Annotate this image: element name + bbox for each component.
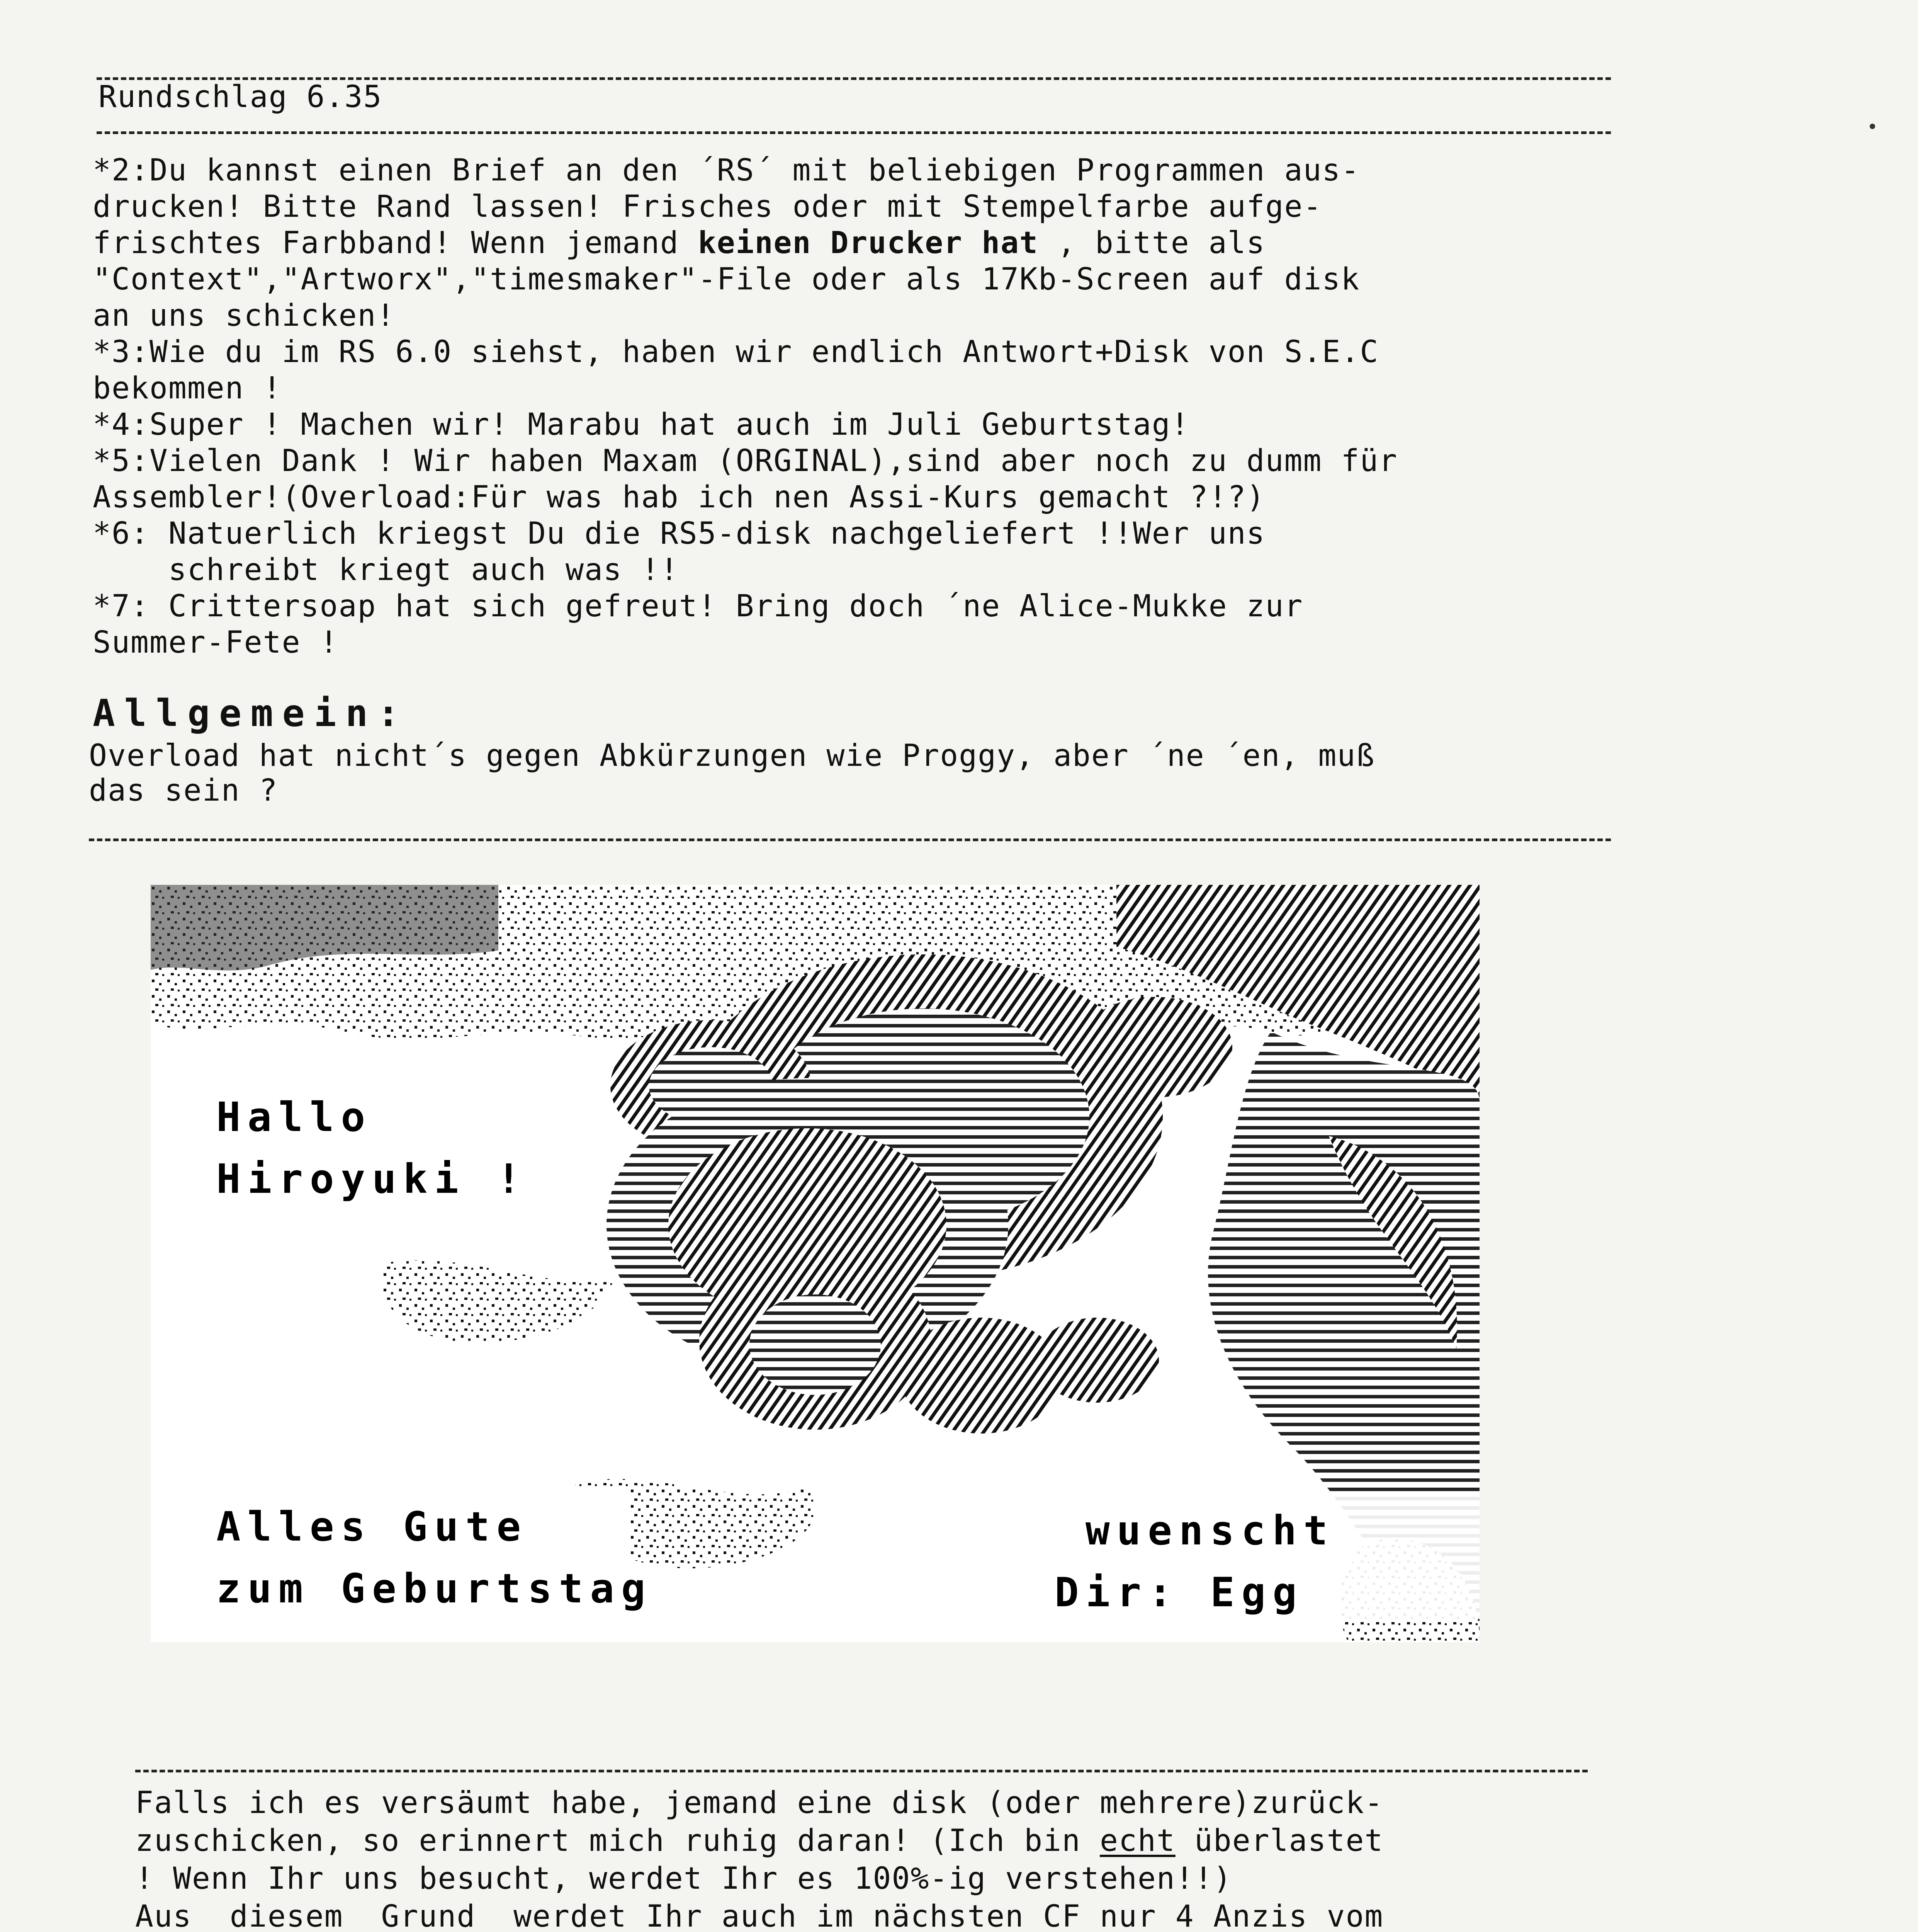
answers-line — [93, 334, 1379, 370]
card-greeting-line-1: Hallo — [216, 1094, 372, 1141]
line-text: Assembler!(Overload:Für was hab ich nen Assi-Kurs gemacht ?!?) — [93, 480, 1266, 515]
card-greeting-line-2: Hiroyuki ! — [216, 1155, 528, 1202]
line-text: ! Wenn Ihr uns besucht, werdet Ihr es 100%-ig verstehen!!) — [135, 1861, 1232, 1896]
line-text: bekommen ! — [93, 371, 282, 406]
card-from-line-2: Dir: Egg — [1055, 1569, 1304, 1616]
divider-header — [97, 131, 1611, 134]
line-text: an uns schicken! — [93, 298, 396, 333]
answers-line — [93, 480, 1266, 515]
line-text: *2:Du kannst einen Brief an den ´RS´ mit beliebigen Programmen aus- — [93, 153, 1360, 188]
line-text: schreibt kriegt auch was !! — [93, 553, 679, 587]
answers-line — [93, 298, 395, 333]
line-text: , bitte als — [1038, 226, 1266, 260]
divider-general — [89, 838, 1611, 841]
general-line-1: Overload hat nicht´s gegen Abkürzungen wie Proggy, aber ´ne ´en, muß — [89, 738, 1375, 773]
line-text: *3:Wie du im RS 6.0 siehst, haben wir endlich Antwort+Disk von S.E.C — [93, 335, 1379, 369]
line-text: zuschicken, so erinnert mich ruhig daran! (Ich bin — [135, 1823, 1100, 1858]
scan-dot — [1870, 124, 1875, 129]
answers-line — [93, 225, 1266, 261]
reminder-line — [135, 1785, 1383, 1821]
answers-line — [93, 262, 1360, 297]
answers-line — [93, 625, 338, 660]
underlined-text: echt — [1099, 1823, 1176, 1858]
line-text: überlastet — [1175, 1823, 1384, 1858]
card-from-line-1: wuenscht — [1086, 1507, 1335, 1554]
line-text: Aus diesem Grund werdet Ihr auch im nächsten CF nur 4 Anzis vom — [135, 1899, 1384, 1932]
answers-line — [93, 189, 1322, 224]
answers-line — [93, 588, 1303, 624]
emphasis-text: keinen Drucker hat — [698, 226, 1038, 260]
card-wish-line-2: zum Geburtstag — [216, 1565, 652, 1612]
page-header: Rundschlag 6.35 — [99, 80, 382, 114]
answers-line — [93, 153, 1360, 188]
line-text: Falls ich es versäumt habe, jemand eine disk (oder mehrere)zurück- — [135, 1786, 1384, 1820]
line-text: *5:Vielen Dank ! Wir haben Maxam (ORGINAL),sind aber noch zu dumm für — [93, 444, 1398, 478]
reminder-line — [135, 1823, 1383, 1859]
card-wish-line-1: Alles Gute — [216, 1503, 528, 1550]
line-text: *6: Natuerlich kriegst Du die RS5-disk nachgeliefert !!Wer uns — [93, 516, 1266, 551]
line-text: "Context","Artworx","timesmaker"-File oder als 17Kb-Screen auf disk — [93, 262, 1360, 297]
section-heading-general: Allgemein: — [93, 692, 409, 735]
answers-line — [93, 552, 679, 588]
line-text: Summer-Fete ! — [93, 625, 339, 660]
answers-line — [93, 371, 282, 406]
general-line-2: das sein ? — [89, 773, 278, 808]
birthday-card-image — [151, 885, 1480, 1642]
line-text: drucken! Bitte Rand lassen! Frisches oder mit Stempelfarbe aufge- — [93, 189, 1322, 224]
reminder-line — [135, 1899, 1383, 1932]
reminder-line — [135, 1861, 1232, 1896]
line-text: frischtes Farbband! Wenn jemand — [93, 226, 698, 260]
answers-line — [93, 516, 1266, 551]
divider-reminder — [135, 1770, 1588, 1772]
line-text: *4:Super ! Machen wir! Marabu hat auch im Juli Geburtstag! — [93, 407, 1190, 442]
answers-line — [93, 407, 1190, 442]
answers-line — [93, 443, 1398, 479]
line-text: *7: Crittersoap hat sich gefreut! Bring doch ´ne Alice-Mukke zur — [93, 589, 1303, 624]
